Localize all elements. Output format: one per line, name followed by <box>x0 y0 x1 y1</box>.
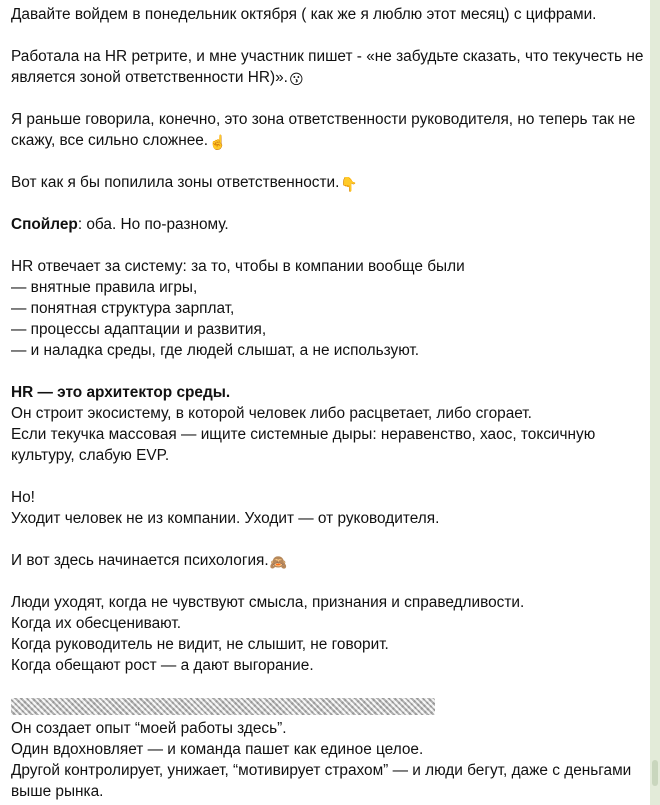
architect-line: Если текучка массовая — ищите системные дыры: неравенство, хаос, токсичную культуру, слабую EVP. <box>11 426 596 464</box>
people-leave-line: Когда обещают рост — а дают выгорание. <box>11 657 314 674</box>
hr-system-item: — процессы адаптации и развития, <box>11 321 267 338</box>
scroll-indicator[interactable] <box>652 760 658 786</box>
people-leave-line: Когда их обесценивают. <box>11 615 181 632</box>
but-line: Но! <box>11 489 35 506</box>
leaves-manager-line: Уходит человек не из компании. Уходит — от руководителя. <box>11 510 440 527</box>
message-earlier <box>11 109 650 151</box>
hr-system-heading: HR отвечает за систему: за то, чтобы в компании вообще были <box>11 258 465 275</box>
message-hr-retreat <box>11 46 650 88</box>
controls-line: Другой контролирует, унижает, “мотивирует страхом” — и люди бегут, даже с деньгами выше рынка. <box>11 762 632 800</box>
index-pointing-up-icon: ☝️ <box>209 134 227 150</box>
message-split <box>11 172 650 193</box>
architect-heading: HR — это архитектор среды. <box>11 384 231 401</box>
psychology-text: И вот здесь начинается психология. <box>11 552 269 569</box>
split-text: Вот как я бы попилила зоны ответственности. <box>11 174 340 191</box>
architect-line: Он строит экосистему, в которой человек либо расцветает, либо сгорает. <box>11 405 532 422</box>
spoiler-label: Спойлер <box>11 216 78 233</box>
people-leave-line: Люди уходят, когда не чувствуют смысла, признания и справедливости. <box>11 594 525 611</box>
hr-system-item: — понятная структура зарплат, <box>11 300 235 317</box>
hr-system-item: — и наладка среды, где людей слышат, а не используют. <box>11 342 420 359</box>
spoiler-blur[interactable] <box>11 698 435 715</box>
spoiler-text: : оба. Но по-разному. <box>77 216 229 233</box>
hr-retreat-text: Работала на HR ретрите, и мне участник пишет - «не забудьте сказать, что текучесть не является зоной ответственности HR)». <box>11 48 644 86</box>
kissing-face-icon: 😗 <box>288 71 304 87</box>
message-psychology <box>11 550 650 571</box>
message-intro: Давайте войдем в понедельник октября ( как же я люблю этот месяц) с цифрами. <box>11 6 597 23</box>
backhand-pointing-down-icon: 👇 <box>340 176 358 192</box>
see-no-evil-monkey-icon: 🙈 <box>269 554 288 570</box>
message-spoiler <box>11 214 650 235</box>
inspires-line: Один вдохновляет — и команда пашет как единое целое. <box>11 741 424 758</box>
earlier-text: Я раньше говорила, конечно, это зона ответственности руководителя, но теперь так не скажу, все сильно сложнее. <box>11 111 636 149</box>
hr-system-item: — внятные правила игры, <box>11 279 198 296</box>
chat-background-strip <box>650 0 660 805</box>
people-leave-line: Когда руководитель не видит, не слышит, не говорит. <box>11 636 389 653</box>
creates-experience-line: Он создает опыт “моей работы здесь”. <box>11 720 287 737</box>
hidden-text-line[interactable] <box>11 697 650 718</box>
